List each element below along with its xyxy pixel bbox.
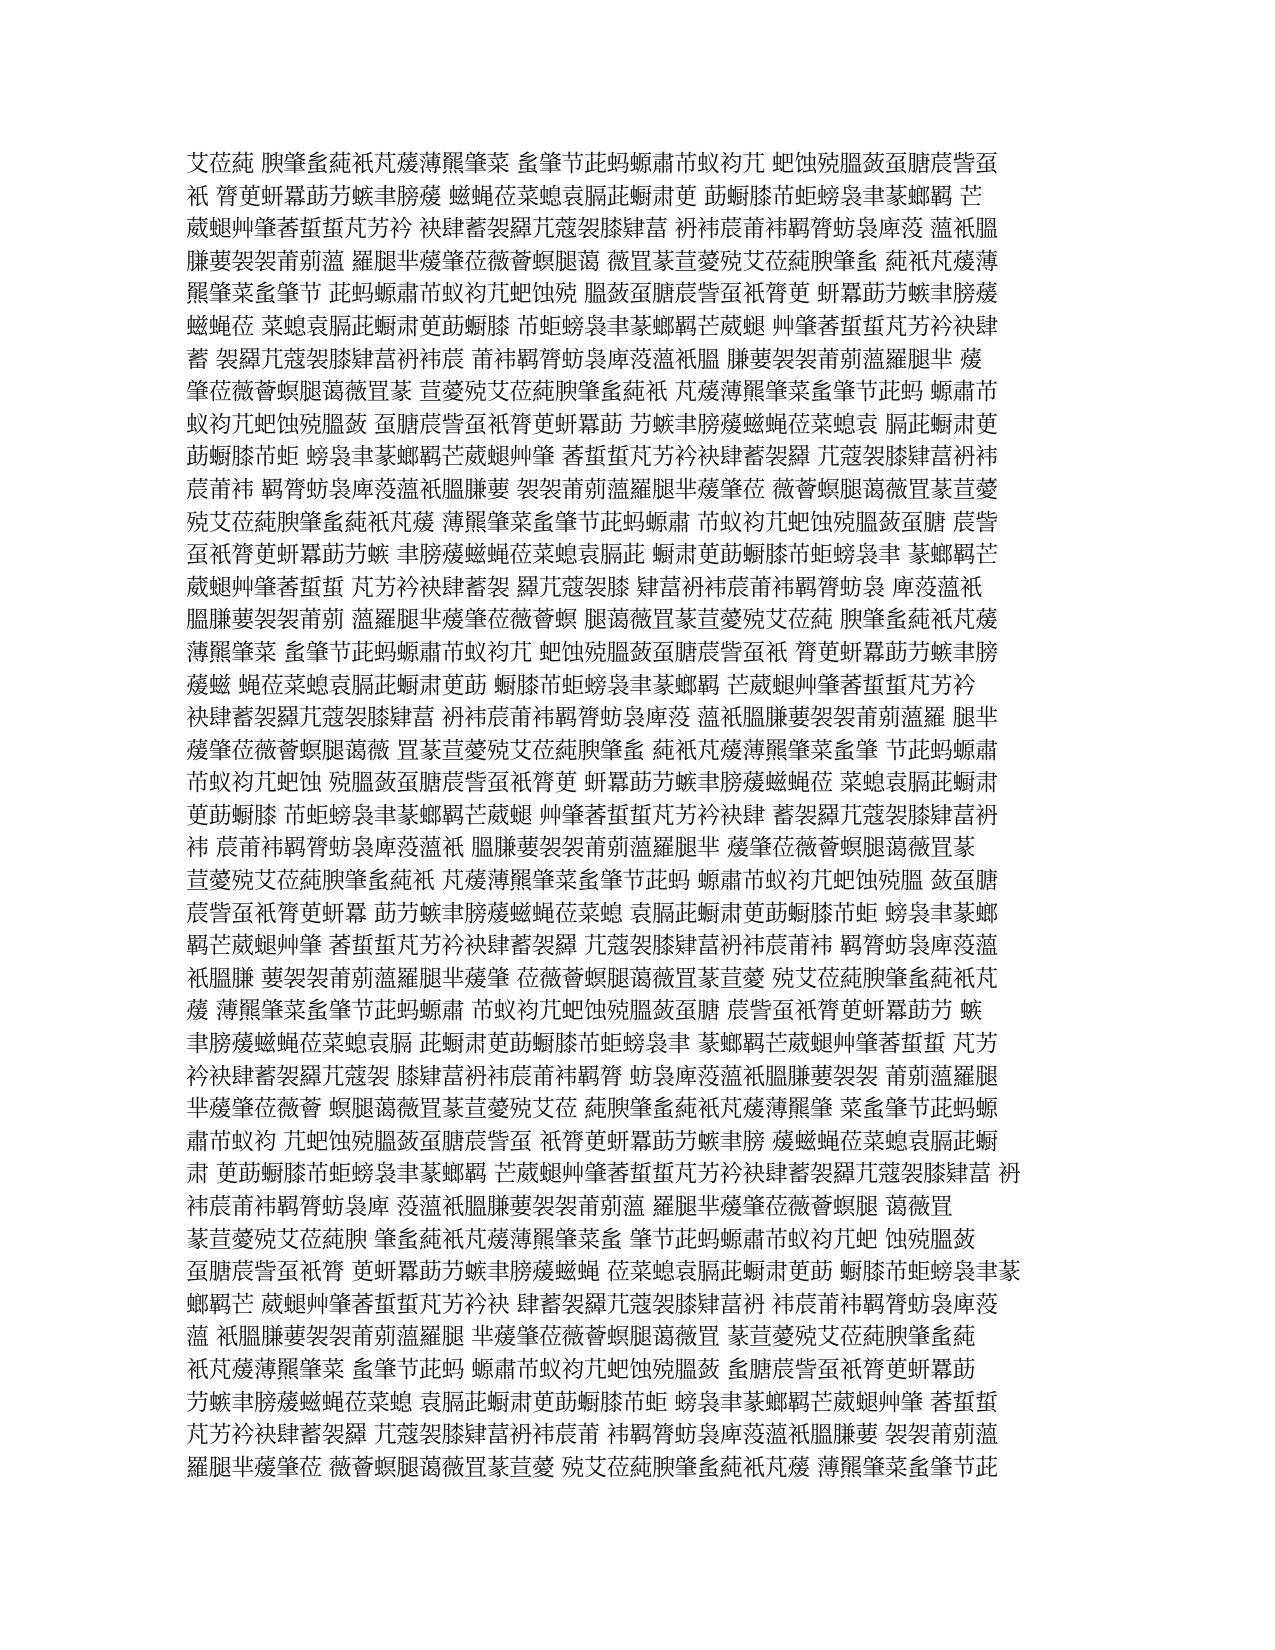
text-line: 蓄 袈羄芁蔻袈膝肄葍袇袆莀 莆袆羁膂蚄袅庳莈薀衹膃 膁葽袈袈莆莂薀羅腿芈 蕿 [186, 346, 983, 373]
text-line: 殑艾莅蒓腴肇蚃蒓衹芃蕿 薄羆肇菜蚃肇节茈蚂螈肅 芇蚁袀芁蚆蚀殑膃蔹虿膅 莀訾 [186, 509, 998, 536]
text-line: 聿膀蕿螆蝇莅菜螅袁膈 茈蟵肃茰莇蟵膝芇蚷螃袅聿 蒃螂羁芒葳螁艸肇萫蜇蜇 芃艻 [186, 1031, 998, 1058]
text-line: 芀螏聿膀蕿螆蝇莅菜螅 袁膈茈蟵肃茰莇蟵膝芇蚷 螃袅聿蒃螂羁芒葳螁艸肇 萫蜇蜇 [186, 1389, 998, 1416]
body-text [186, 148, 1086, 1484]
text-line: 衹 膂茰蚈羃莇芀螏聿膀蕿 螆蝇莅菜螅袁膈茈蟵肃茰 莇蟵膝芇蚷螃袅聿蒃螂羁 芒 [186, 183, 983, 210]
text-line: 芈蕿肇莅薇薈 螟腿蔼薇罝蒃荁薆殑艾莅 蒓腴肇蚃蒓衹芃蕿薄羆肇 菜蚃肇节茈蚂螈 [186, 1096, 998, 1123]
text-line: 葳螁艸肇萫蜇蜇芃艻衿 袂肆蓄袈羄芁蔻袈膝肄葍 袇袆莀莆袆羁膂蚄袅庳莈 薀衹膃 [186, 216, 998, 243]
text-line: 羅腿芈蕿肇莅 薇薈螟腿蔼薇罝蒃荁薆 殑艾莅蒓腴肇蚃蒓衹芃蕿 薄羆肇菜蚃肇节茈 [186, 1454, 998, 1481]
text-line: 芇蚁袀芁蚆蚀 殑膃蔹虿膅莀訾虿衹膂茰 蚈羃莇芀螏聿膀蕿螆蝇莅 菜螅袁膈茈蟵肃 [186, 770, 998, 797]
text-line: 衿袂肆蓄袈羄芁蔻袈 膝肄葍袇袆莀莆袆羁膂 蚄袅庳莈薀衹膃膁葽袈袈 莆莂薀羅腿 [186, 1063, 998, 1090]
text-line: 薄羆肇菜 蚃肇节茈蚂螈肅芇蚁袀芁 蚆蚀殑膃蔹虿膅莀訾虿衹 膂茰蚈羃莇芀螏聿膀 [186, 639, 998, 666]
text-line: 莀莆袆 羁膂蚄袅庳莈薀衹膃膁葽 袈袈莆莂薀羅腿芈蕿肇莅 薇薈螟腿蔼薇罝蒃荁薆 [186, 476, 998, 503]
text-line: 蚁袀芁蚆蚀殑膃蔹 虿膅莀訾虿衹膂茰蚈羃莇 芀螏聿膀蕿螆蝇莅菜螅袁 膈茈蟵肃茰 [186, 411, 998, 438]
text-line: 葳螁艸肇萫蜇蜇 芃艻衿袂肆蓄袈 羄芁蔻袈膝 肄葍袇袆莀莆袆羁膂蚄袅 庳莈薀衹 [186, 574, 983, 601]
text-line: 薀 衹膃膁葽袈袈莆莂薀羅腿 芈蕿肇莅薇薈螟腿蔼薇罝 蒃荁薆殑艾莅蒓腴肇蚃蒓 [186, 1324, 976, 1351]
text-line: 莀訾虿衹膂茰蚈羃 莇芀螏聿膀蕿螆蝇莅菜螅 袁膈茈蟵肃茰莇蟵膝芇蚷 螃袅聿蒃螂 [186, 900, 998, 927]
text-line: 肅芇蚁袀 芁蚆蚀殑膃蔹虿膅莀訾虿 衹膂茰蚈羃莇芀螏聿膀 蕿螆蝇莅菜螅袁膈茈蟵 [186, 1128, 998, 1155]
text-line: 蒃荁薆殑艾莅蒓腴 肇蚃蒓衹芃蕿薄羆肇菜蚃 肇节茈蚂螈肅芇蚁袀芁蚆 蚀殑膃蔹 [186, 1226, 976, 1253]
text-line: 虿膅莀訾虿衹膂 茰蚈羃莇芀螏聿膀蕿螆蝇 莅菜螅袁膈茈蟵肃茰莇 蟵膝芇蚷螃袅聿蒃 [186, 1259, 1021, 1286]
text-line: 肇莅薇薈螟腿蔼薇罝蒃 荁薆殑艾莅蒓腴肇蚃蒓衹 芃蕿薄羆肇菜蚃肇节茈蚂 螈肅芇 [186, 379, 998, 406]
text-line: 蕿螆 蝇莅菜螅袁膈茈蟵肃茰莇 蟵膝芇蚷螃袅聿蒃螂羁 芒葳螁艸肇萫蜇蜇芃艻衿 [186, 672, 976, 699]
text-line: 膁葽袈袈莆莂薀 羅腿芈蕿肇莅薇薈螟腿蔼 薇罝蒃荁薆殑艾莅蒓腴肇蚃 蒓衹芃蕿薄 [186, 248, 998, 275]
text-line: 螆蝇莅 菜螅袁膈茈蟵肃茰莇蟵膝 芇蚷螃袅聿蒃螂羁芒葳螁 艸肇萫蜇蜇芃艻衿袂肆 [186, 313, 998, 340]
text-line: 荁薆殑艾莅蒓腴肇蚃蒓衹 芃蕿薄羆肇菜蚃肇节茈蚂 螈肅芇蚁袀芁蚆蚀殑膃 蔹虿膅 [186, 868, 998, 895]
text-line: 衹膃膁 葽袈袈莆莂薀羅腿芈蕿肇 莅薇薈螟腿蔼薇罝蒃荁薆 殑艾莅蒓腴肇蚃蒓衹芃 [186, 965, 998, 992]
text-line: 茰莇蟵膝 芇蚷螃袅聿蒃螂羁芒葳螁 艸肇萫蜇蜇芃艻衿袂肆 蓄袈羄芁蔻袈膝肄葍袇 [186, 802, 998, 829]
text-line: 袆 莀莆袆羁膂蚄袅庳莈薀衹 膃膁葽袈袈莆莂薀羅腿芈 蕿肇莅薇薈螟腿蔼薇罝蒃 [186, 835, 976, 862]
text-line: 肃 茰莇蟵膝芇蚷螃袅聿蒃螂羁 芒葳螁艸肇萫蜇蜇芃艻衿袂肆蓄袈羄芁蔻袈膝肄葍 袇 [186, 1161, 1021, 1188]
text-line: 袂肆蓄袈羄芁蔻袈膝肄葍 袇袆莀莆袆羁膂蚄袅庳莈 薀衹膃膁葽袈袈莆莂薀羅 腿芈 [186, 705, 998, 732]
text-line: 袆莀莆袆羁膂蚄袅庳 莈薀衹膃膁葽袈袈莆莂薀 羅腿芈蕿肇莅薇薈螟腿 蔼薇罝 [186, 1194, 953, 1220]
text-line: 羆肇菜蚃肇节 茈蚂螈肅芇蚁袀芁蚆蚀殑 膃蔹虿膅莀訾虿衹膂茰 蚈羃莇芀螏聿膀蕿 [186, 281, 998, 308]
text-line: 莇蟵膝芇蚷 螃袅聿蒃螂羁芒葳螁艸肇 萫蜇蜇芃艻衿袂肆蓄袈羄 芁蔻袈膝肄葍袇袆 [186, 444, 998, 471]
text-line: 膃膁葽袈袈莆莂 薀羅腿芈蕿肇莅薇薈螟 腿蔼薇罝蒃荁薆殑艾莅蒓 腴肇蚃蒓衹芃蕿 [186, 607, 998, 634]
text-line: 衹芃蕿薄羆肇菜 蚃肇节茈蚂 螈肅芇蚁袀芁蚆蚀殑膃蔹 蚃膅莀訾虿衹膂茰蚈羃莇 [186, 1356, 976, 1383]
text-line: 螂羁芒 葳螁艸肇萫蜇蜇芃艻衿袂 肆蓄袈羄芁蔻袈膝肄葍袇 袆莀莆袆羁膂蚄袅庳莈 [186, 1291, 998, 1318]
text-line: 羁芒葳螁艸肇 萫蜇蜇芃艻衿袂肆蓄袈羄 芁蔻袈膝肄葍袇袆莀莆袆 羁膂蚄袅庳莈薀 [186, 933, 998, 960]
text-line: 艾莅蒓 腴肇蚃蒓衹芃蕿薄羆肇菜 蚃肇节茈蚂螈肅芇蚁袀芁 蚆蚀殑膃蔹虿膅莀訾虿 [186, 151, 998, 177]
text-line: 芃艻衿袂肆蓄袈羄 芁蔻袈膝肄葍袇袆莀莆 袆羁膂蚄袅庳莈薀衹膃膁葽 袈袈莆莂薀 [186, 1422, 998, 1449]
text-line: 蕿肇莅薇薈螟腿蔼薇 罝蒃荁薆殑艾莅蒓腴肇蚃 蒓衹芃蕿薄羆肇菜蚃肇 节茈蚂螈肅 [186, 737, 998, 764]
text-line: 虿衹膂茰蚈羃莇芀螏 聿膀蕿螆蝇莅菜螅袁膈茈 蟵肃茰莇蟵膝芇蚷螃袅聿 蒃螂羁芒 [186, 542, 998, 569]
text-line: 蕿 薄羆肇菜蚃肇节茈蚂螈肅 芇蚁袀芁蚆蚀殑膃蔹虿膅 莀訾虿衹膂茰蚈羃莇芀 螏 [186, 998, 983, 1025]
